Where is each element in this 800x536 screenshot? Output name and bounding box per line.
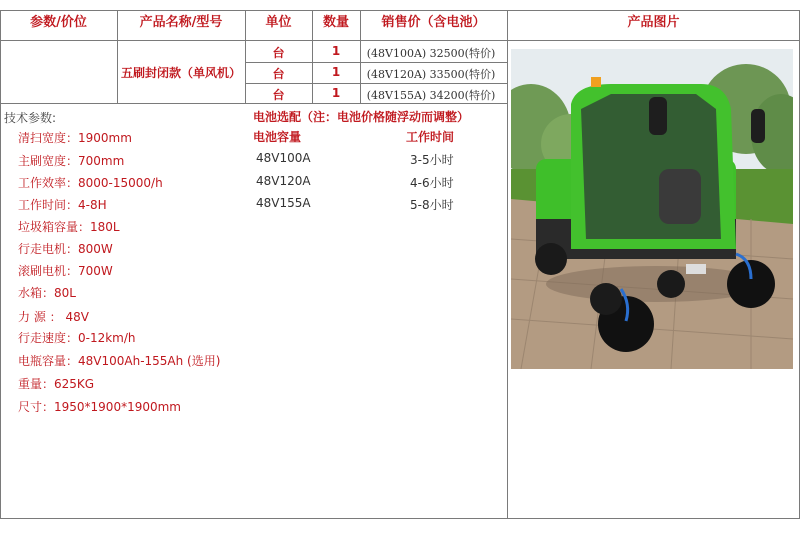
header-qty: 数量	[322, 15, 349, 30]
spec-item: 重量：625KG	[18, 377, 95, 391]
battery-capacity: 48V100A	[256, 151, 311, 165]
grid-line	[0, 103, 507, 104]
spec-item: 工作时间：4-8H	[18, 198, 107, 212]
grid-line	[0, 10, 1, 519]
row-qty: 1	[331, 65, 341, 79]
row-unit: 台	[272, 46, 285, 60]
battery-title: 电池选配（注：电池价格随浮动而调整）	[253, 110, 470, 124]
battery-capacity: 48V120A	[256, 174, 311, 188]
header-product-name: 产品名称/型号	[139, 15, 223, 30]
grid-line	[245, 83, 507, 84]
header-image: 产品图片	[627, 15, 680, 30]
header-params: 参数/价位	[30, 15, 87, 30]
battery-col-time: 工作时间	[406, 130, 455, 144]
spec-item: 电瓶容量：48V100Ah-155Ah (选用)	[18, 354, 221, 368]
spec-item: 行走速度：0-12km/h	[18, 331, 136, 345]
spec-item: 水箱：80L	[18, 286, 76, 300]
header-unit: 单位	[265, 15, 292, 30]
spec-item: 清扫宽度：1900mm	[18, 131, 132, 145]
spec-item: 主刷宽度：700mm	[18, 154, 125, 168]
row-unit: 台	[272, 88, 285, 102]
battery-time: 5-8小时	[410, 198, 454, 212]
battery-time: 4-6小时	[410, 176, 454, 190]
grid-line	[245, 62, 507, 63]
spec-item: 力 源 ： 48V	[18, 310, 89, 324]
spec-item: 工作效率：8000-15000/h	[18, 176, 163, 190]
battery-capacity: 48V155A	[256, 196, 311, 210]
row-qty: 1	[331, 86, 341, 100]
row-price: (48V100A) 32500(特价)	[366, 47, 496, 60]
row-unit: 台	[272, 67, 285, 81]
row-price: (48V120A) 33500(特价)	[366, 68, 496, 81]
battery-col-capacity: 电池容量	[253, 130, 302, 144]
specs-title: 技术参数:	[4, 111, 57, 125]
battery-time: 3-5小时	[410, 153, 454, 167]
grid-line	[507, 10, 508, 519]
grid-line	[0, 40, 800, 41]
spec-item: 行走电机：800W	[18, 242, 113, 256]
spec-item: 垃圾箱容量：180L	[18, 220, 120, 234]
product-name: 五刷封闭款（单风机）	[120, 66, 241, 80]
spec-item: 滚刷电机：700W	[18, 264, 113, 278]
row-qty: 1	[331, 44, 341, 58]
grid-line	[0, 518, 800, 519]
row-price: (48V155A) 34200(特价)	[366, 89, 496, 102]
header-price: 销售价（含电池）	[381, 15, 486, 30]
spec-item: 尺寸：1950*1900*1900mm	[18, 400, 181, 414]
product-photo	[511, 49, 793, 369]
